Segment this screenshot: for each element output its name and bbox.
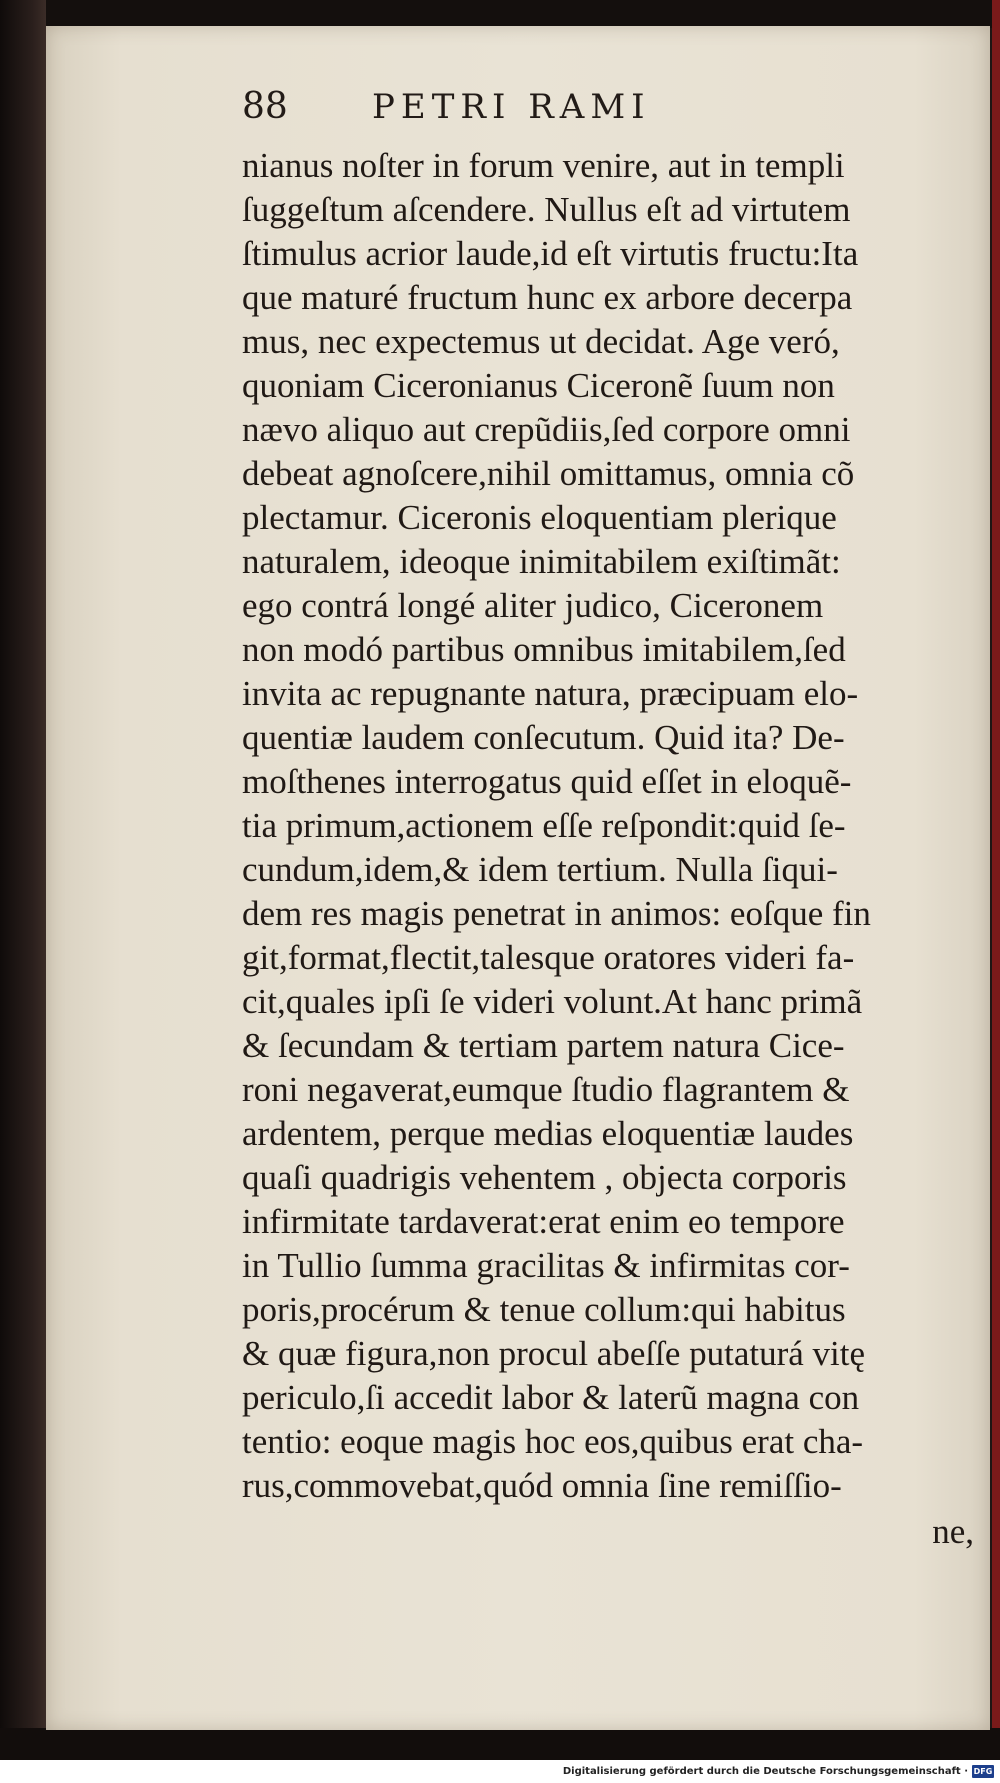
text-line: naturalem, ideoque inimitabilem exiſtimãt:	[242, 542, 841, 581]
page-header	[242, 86, 982, 144]
text-line: ardentem, perque medias eloquentiæ laudes	[242, 1114, 854, 1153]
text-line: debeat agnoſcere,nihil omittamus, omnia cõ	[242, 454, 855, 493]
page-number: 88	[242, 86, 288, 127]
text-line: moſthenes interrogatus quid eſſet in eloquẽ-	[242, 762, 852, 801]
text-line: cundum,idem,& idem tertium. Nulla ſiqui-	[242, 850, 838, 889]
text-line: & quæ figura,non procul abeſſe putaturá vitę	[242, 1334, 866, 1373]
text-line: que maturé fructum hunc ex arbore decerpa	[242, 278, 853, 317]
frame-top-edge	[0, 0, 1000, 28]
running-head: PETRI RAMI	[372, 87, 651, 127]
text-line: dem res magis penetrat in animos: eoſque fin	[242, 894, 871, 933]
text-line: non modó partibus omnibus imitabilem,ſed	[242, 630, 846, 669]
text-line: quaſi quadrigis vehentem , objecta corporis	[242, 1158, 847, 1197]
digitization-footer	[0, 1760, 1000, 1783]
text-line: tia primum,actionem eſſe reſpondit:quid ſe-	[242, 806, 846, 845]
text-line: nianus noſter in forum venire, aut in templi	[242, 146, 845, 185]
text-line: roni negaverat,eumque ſtudio flagrantem &	[242, 1070, 850, 1109]
text-line: & ſecundam & tertiam partem natura Cice-	[242, 1026, 845, 1065]
text-line: mus, nec expectemus ut decidat. Age veró,	[242, 322, 840, 361]
dfg-logo-icon: DFG	[973, 1767, 993, 1776]
text-line: ego contrá longé aliter judico, Ciceronem	[242, 586, 824, 625]
text-line: invita ac repugnante natura, præcipuam elo-	[242, 674, 859, 713]
text-line: plectamur. Ciceronis eloquentiam plerique	[242, 498, 837, 537]
catchword: ne,	[932, 1512, 974, 1551]
text-line: poris,procérum & tenue collum:qui habitus	[242, 1290, 846, 1329]
frame-bottom-edge	[0, 1728, 1000, 1760]
text-line: quentiæ laudem conſecutum. Quid ita? De-	[242, 718, 845, 757]
text-line: nævo aliquo aut crepũdiis,ſed corpore omni	[242, 410, 851, 449]
footer-credit: Digitalisierung gefördert durch die Deutsche Forschungsgemeinschaft ·	[562, 1766, 968, 1777]
page-content	[242, 86, 982, 1554]
text-line: ſtimulus acrior laude,id eſt virtutis fructu:Ita	[242, 234, 859, 273]
text-line: rus,commovebat,quód omnia ſine remiſſio-	[242, 1466, 842, 1505]
text-line: in Tullio ſumma gracilitas & infirmitas cor-	[242, 1246, 850, 1285]
text-line: cit,quales ipſi ſe videri volunt.At hanc primã	[242, 982, 863, 1021]
text-line: infirmitate tardaverat:erat enim eo tempore	[242, 1202, 845, 1241]
frame-right-edge	[992, 0, 1000, 1760]
frame-left-edge	[0, 0, 46, 1760]
text-line: periculo,ſi accedit labor & laterũ magna con	[242, 1378, 860, 1417]
text-line: ſuggeſtum aſcendere. Nullus eſt ad virtutem	[242, 190, 851, 229]
body-text	[242, 144, 982, 1508]
text-line: quoniam Ciceronianus Ciceronẽ ſuum non	[242, 366, 835, 405]
text-line: tentio: eoque magis hoc eos,quibus erat cha-	[242, 1422, 864, 1461]
text-line: git,format,flectit,talesque oratores videri fa-	[242, 938, 855, 977]
book-page	[46, 26, 990, 1730]
